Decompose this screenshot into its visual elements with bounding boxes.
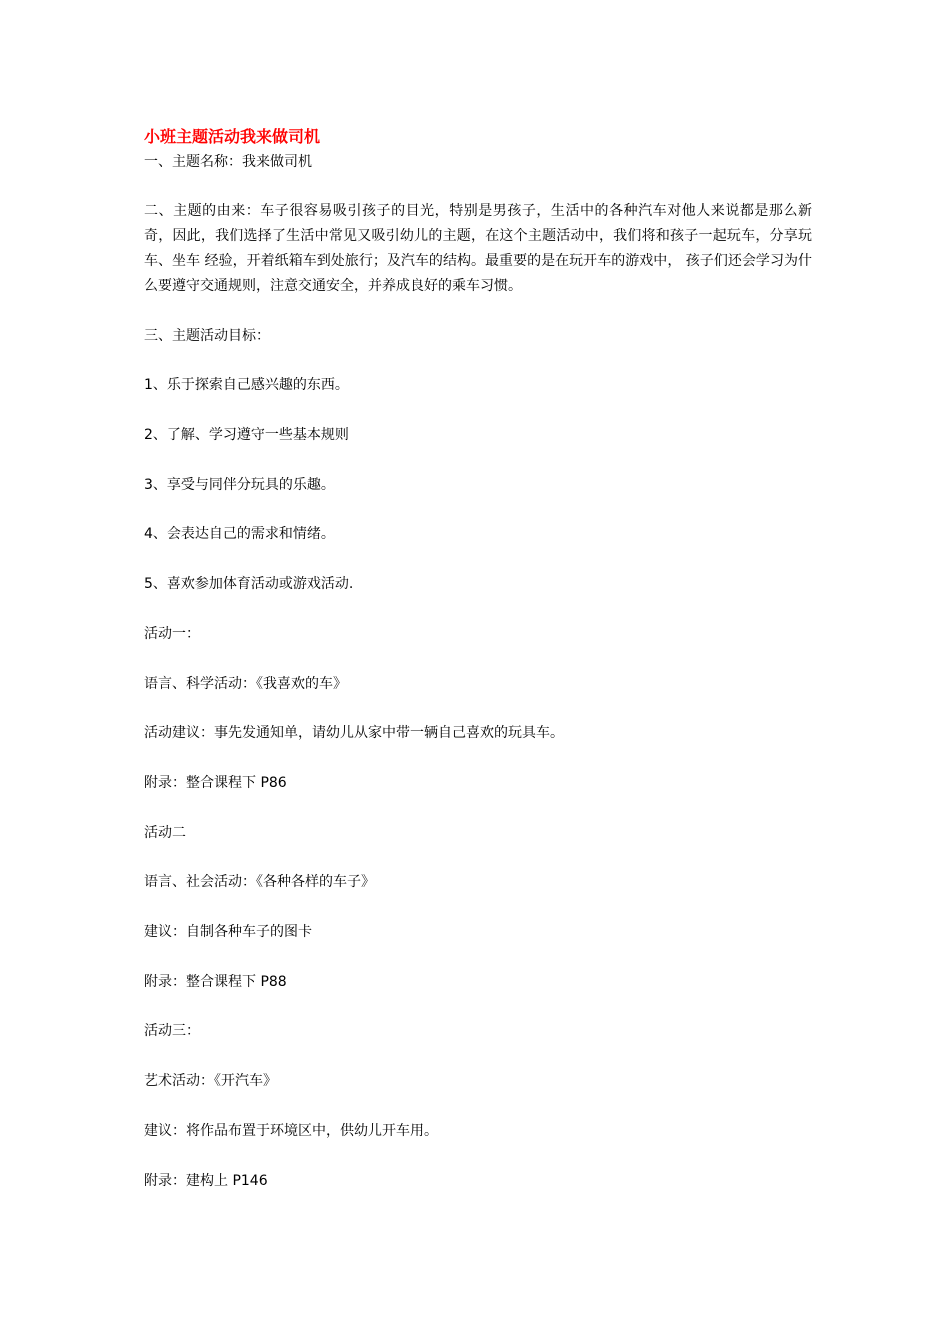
theme-origin: 二、主题的由来：车子很容易吸引孩子的目光，特别是男孩子，生活中的各种汽车对他人来说都是那么新奇，因此，我们选择了生活中常见又吸引幼儿的主题，在这个主题活动中，我们将和孩子一起玩车，分享玩车、坐车 经验，开着纸箱车到处旅行；及汽车的结构。最重要的是在玩开车的游戏中， 孩子们还会学习为什么要遵守交通规则，注意交通安全，并养成良好的乘车习惯。: [144, 203, 812, 294]
goals-heading: 三、主题活动目标：: [144, 328, 270, 344]
activity-name: 艺术活动：《开汽车》: [144, 1073, 277, 1089]
activity-name: 语言、社会活动：《各种各样的车子》: [144, 874, 375, 890]
activity-appendix: 附录：建构上 P146: [144, 1173, 268, 1189]
activity-appendix: 附录：整合课程下 P86: [144, 775, 287, 791]
activity-heading: 活动二: [144, 825, 186, 841]
activity-suggestion: 建议：自制各种车子的图卡: [144, 924, 312, 940]
goal-item: 4、会表达自己的需求和情绪。: [144, 526, 335, 542]
activity-name: 语言、科学活动：《我喜欢的车》: [144, 676, 347, 692]
goal-item: 3、享受与同伴分玩具的乐趣。: [144, 477, 335, 493]
activity-appendix: 附录：整合课程下 P88: [144, 974, 287, 990]
theme-name: 一、主题名称：我来做司机: [144, 154, 312, 170]
document-title: 小班主题活动我来做司机: [144, 127, 321, 146]
goal-item: 2、了解、学习遵守一些基本规则: [144, 427, 349, 443]
activity-heading: 活动一：: [144, 626, 200, 642]
goal-item: 5、喜欢参加体育活动或游戏活动.: [144, 576, 354, 592]
activity-heading: 活动三：: [144, 1023, 200, 1039]
activity-suggestion: 活动建议：事先发通知单，请幼儿从家中带一辆自己喜欢的玩具车。: [144, 725, 564, 741]
activity-suggestion: 建议：将作品布置于环境区中，供幼儿开车用。: [144, 1123, 438, 1139]
goal-item: 1、乐于探索自己感兴趣的东西。: [144, 377, 349, 393]
